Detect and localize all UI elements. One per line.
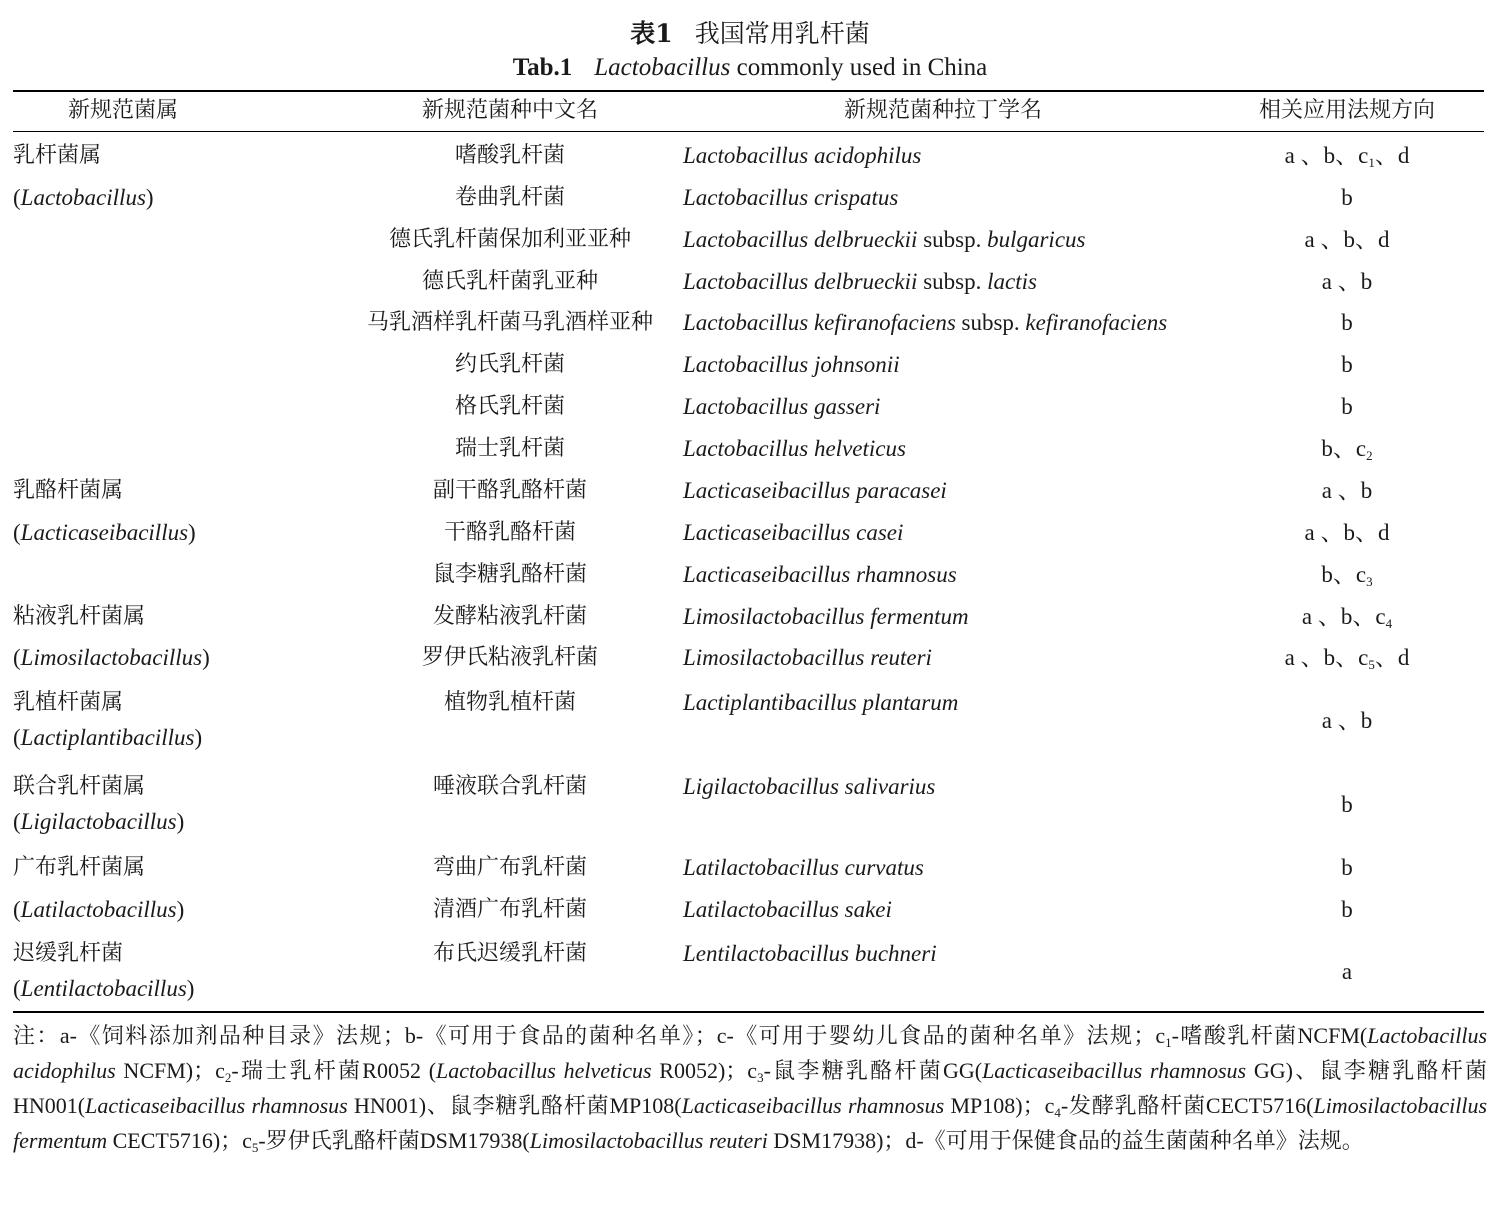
species-latin-name bbox=[683, 772, 935, 802]
table-note: 注：a-《饲料添加剂品种目录》法规；b-《可用于食品的菌种名单》；c-《可用于婴幼儿食品的菌种名单》法规；$c_1-$嗜酸乳杆菌NCFM(Lactobacillus acidophilus NCFM)；$c_2-$瑞士乳杆菌R0052 (Lactobacillus helveticus R0052)；$c_3-$鼠李糖乳酪杆菌GG(Lacticaseibacillus rhamnosus GG)、鼠李糖乳酪杆菌HN001(Lacticaseibacillus rhamnosus HN001)、鼠李糖乳酪杆菌MP108(Lacticaseibacillus rhamnosus MP108)；$c_4-$发酵乳酪杆菌CECT5716(Limosilactobacillus fermentum CECT5716)；$c_5-$罗伊氏乳酪杆菌DSM17938(Limosilactobacillus reuteri DSM17938)；d-《可用于保健食品的益生菌菌种名单》法规。 bbox=[13, 1023, 1488, 1155]
regulation-text: a 、b、c bbox=[1284, 645, 1369, 670]
species-latin-italic: Latilactobacillus curvatus bbox=[683, 855, 924, 880]
species-cn-name: 干酪乳酪杆菌 bbox=[443, 520, 576, 545]
species-latin-name bbox=[683, 939, 937, 969]
species-cn-name: 马乳酒样乳杆菌马乳酒样亚种 bbox=[366, 310, 653, 335]
genus-latin-italic: Lactobacillus bbox=[20, 185, 146, 210]
genus-latin-name: (Limosilactobacillus) bbox=[13, 645, 210, 670]
genus-latin-name: (Lactiplantibacillus) bbox=[13, 725, 203, 750]
regulation-subscript: 3 bbox=[1366, 574, 1373, 589]
top-rule bbox=[13, 90, 1484, 92]
species-latin-italic: Lentilactobacillus buchneri bbox=[683, 941, 937, 966]
regulation-text: b bbox=[1341, 185, 1353, 210]
bottom-rule bbox=[13, 1011, 1484, 1013]
species-cn-name: 约氏乳杆菌 bbox=[454, 352, 565, 377]
regulation-text: a 、b bbox=[1321, 708, 1373, 733]
regulation-text-after: 、d bbox=[1374, 143, 1410, 168]
regulation-codes bbox=[1210, 643, 1484, 673]
subsp-label: subsp. bbox=[955, 310, 1026, 335]
genus-latin-italic: Lacticaseibacillus bbox=[20, 520, 189, 545]
genus-latin-name: (Lacticaseibacillus) bbox=[13, 520, 196, 545]
regulation-text: b bbox=[1341, 394, 1353, 419]
regulation-codes bbox=[1210, 267, 1484, 297]
regulation-subscript: 5 bbox=[1368, 657, 1375, 672]
species-latin-italic: Lacticaseibacillus casei bbox=[683, 520, 904, 545]
species-latin-italic: Lacticaseibacillus rhamnosus bbox=[683, 562, 957, 587]
species-latin-name bbox=[683, 476, 947, 506]
genus-latin-italic: Limosilactobacillus bbox=[20, 645, 203, 670]
regulation-text: b bbox=[1341, 792, 1353, 817]
species-latin-name bbox=[683, 853, 924, 883]
genus-latin-name: (Ligilactobacillus) bbox=[13, 809, 185, 834]
regulation-text: a 、b、c bbox=[1284, 143, 1369, 168]
species-cn-name: 植物乳植杆菌 bbox=[443, 690, 576, 715]
species-latin-italic: Lactobacillus crispatus bbox=[683, 185, 899, 210]
genus-latin-name: (Lentilactobacillus) bbox=[13, 976, 195, 1001]
species-latin-name bbox=[683, 895, 892, 925]
regulation-subscript: 2 bbox=[1366, 448, 1373, 463]
species-latin-italic: Lactobacillus delbrueckii bbox=[683, 269, 918, 294]
species-latin-italic: Ligilactobacillus salivarius bbox=[683, 774, 936, 799]
species-latin-italic: Limosilactobacillus fermentum bbox=[683, 604, 969, 629]
species-cn-name: 瑞士乳杆菌 bbox=[454, 436, 565, 461]
genus-latin-name: (Lactobacillus) bbox=[13, 185, 154, 210]
header-rule bbox=[13, 131, 1484, 132]
regulation-text: b bbox=[1341, 352, 1353, 377]
species-latin-italic: Latilactobacillus sakei bbox=[683, 897, 892, 922]
regulation-codes bbox=[1210, 518, 1484, 548]
header-regulation: 相关应用法规方向 bbox=[1258, 98, 1435, 123]
table-title-cn: 表1 我国常用乳杆菌 bbox=[630, 19, 870, 48]
genus-latin-italic: Lentilactobacillus bbox=[20, 976, 187, 1001]
subspecies-italic: kefiranofaciens bbox=[1025, 310, 1168, 335]
species-cn-name: 清酒广布乳杆菌 bbox=[432, 897, 587, 922]
species-latin-name bbox=[683, 350, 900, 380]
regulation-codes bbox=[1210, 434, 1484, 464]
regulation-subscript: 1 bbox=[1368, 155, 1375, 170]
species-latin-italic: Lactobacillus kefiranofaciens bbox=[683, 310, 956, 335]
regulation-text-after: 、d bbox=[1374, 645, 1410, 670]
species-cn-name: 德氏乳杆菌乳亚种 bbox=[421, 269, 598, 294]
header-genus: 新规范菌属 bbox=[67, 98, 178, 123]
regulation-codes bbox=[1210, 225, 1484, 255]
subsp-label: subsp. bbox=[917, 227, 988, 252]
subspecies-italic: bulgaricus bbox=[987, 227, 1086, 252]
subsp-label: subsp. bbox=[917, 269, 988, 294]
species-cn-name: 副干酪乳酪杆菌 bbox=[432, 478, 587, 503]
regulation-codes bbox=[1210, 183, 1484, 213]
header-latin-name: 新规范菌种拉丁学名 bbox=[843, 98, 1042, 123]
species-latin-name bbox=[683, 518, 903, 548]
species-cn-name: 罗伊氏粘液乳杆菌 bbox=[421, 645, 598, 670]
genus-latin-name: (Latilactobacillus) bbox=[13, 897, 185, 922]
species-latin-name bbox=[683, 267, 1037, 297]
regulation-codes bbox=[1210, 141, 1484, 171]
species-latin-name bbox=[683, 643, 932, 673]
species-latin-italic: Lacticaseibacillus paracasei bbox=[683, 478, 947, 503]
species-latin-italic: Lactobacillus johnsonii bbox=[683, 352, 900, 377]
species-latin-name bbox=[683, 392, 880, 422]
genus-latin-italic: Ligilactobacillus bbox=[20, 809, 177, 834]
subspecies-italic: lactis bbox=[987, 269, 1037, 294]
regulation-text: b bbox=[1341, 310, 1353, 335]
regulation-codes bbox=[1210, 706, 1484, 736]
genus-cn-name: 乳酪杆菌属 bbox=[13, 478, 124, 503]
species-cn-name: 鼠李糖乳酪杆菌 bbox=[432, 562, 587, 587]
regulation-text: a 、b bbox=[1321, 269, 1373, 294]
species-latin-italic: Lactobacillus delbrueckii bbox=[683, 227, 918, 252]
species-latin-italic: Lactobacillus acidophilus bbox=[683, 143, 922, 168]
species-latin-name bbox=[683, 602, 969, 632]
species-latin-name bbox=[683, 308, 1167, 338]
species-latin-italic: Lactobacillus helveticus bbox=[683, 436, 906, 461]
regulation-codes bbox=[1210, 790, 1484, 820]
regulation-text: a 、b、d bbox=[1304, 520, 1390, 545]
species-cn-name: 布氏迟缓乳杆菌 bbox=[432, 941, 587, 966]
species-latin-italic: Limosilactobacillus reuteri bbox=[683, 645, 932, 670]
regulation-codes bbox=[1210, 476, 1484, 506]
species-latin-name bbox=[683, 688, 958, 718]
regulation-codes bbox=[1210, 602, 1484, 632]
regulation-codes bbox=[1210, 560, 1484, 590]
species-latin-italic: Lactiplantibacillus plantarum bbox=[683, 690, 959, 715]
regulation-codes bbox=[1210, 392, 1484, 422]
genus-latin-italic: Lactiplantibacillus bbox=[20, 725, 195, 750]
regulation-codes bbox=[1210, 895, 1484, 925]
regulation-text: a 、b、c bbox=[1301, 604, 1386, 629]
species-cn-name: 卷曲乳杆菌 bbox=[454, 185, 565, 210]
species-cn-name: 唾液联合乳杆菌 bbox=[432, 774, 587, 799]
regulation-text: b、c bbox=[1321, 562, 1367, 587]
species-cn-name: 德氏乳杆菌保加利亚亚种 bbox=[388, 227, 631, 252]
regulation-codes bbox=[1210, 350, 1484, 380]
genus-cn-name: 乳杆菌属 bbox=[13, 143, 102, 168]
table-title-en: Tab.1 Lactobacillus commonly used in China bbox=[512, 54, 988, 81]
regulation-text: b bbox=[1341, 897, 1353, 922]
regulation-subscript: 4 bbox=[1385, 616, 1393, 631]
species-latin-italic: Lactobacillus gasseri bbox=[683, 394, 881, 419]
regulation-text: b bbox=[1341, 855, 1353, 880]
regulation-text: a 、b、d bbox=[1304, 227, 1390, 252]
regulation-codes bbox=[1210, 853, 1484, 883]
species-cn-name: 弯曲广布乳杆菌 bbox=[432, 855, 587, 880]
regulation-text: b、c bbox=[1321, 436, 1367, 461]
species-cn-name: 发酵粘液乳杆菌 bbox=[432, 604, 587, 629]
regulation-codes bbox=[1210, 308, 1484, 338]
genus-cn-name: 粘液乳杆菌属 bbox=[13, 604, 146, 629]
regulation-text: a 、b bbox=[1321, 478, 1373, 503]
species-latin-name bbox=[683, 183, 898, 213]
regulation-text: a bbox=[1341, 959, 1353, 984]
regulation-codes bbox=[1210, 957, 1484, 987]
species-latin-name bbox=[683, 225, 1085, 255]
genus-cn-name: 联合乳杆菌属 bbox=[13, 774, 146, 799]
species-cn-name: 格氏乳杆菌 bbox=[454, 394, 565, 419]
genus-cn-name: 迟缓乳杆菌 bbox=[13, 941, 124, 966]
genus-latin-italic: Latilactobacillus bbox=[20, 897, 177, 922]
header-cn-name: 新规范菌种中文名 bbox=[421, 98, 598, 123]
species-latin-name bbox=[683, 560, 957, 590]
genus-cn-name: 乳植杆菌属 bbox=[13, 690, 124, 715]
species-cn-name: 嗜酸乳杆菌 bbox=[454, 143, 565, 168]
species-latin-name bbox=[683, 434, 906, 464]
genus-cn-name: 广布乳杆菌属 bbox=[13, 855, 146, 880]
species-latin-name bbox=[683, 141, 921, 171]
